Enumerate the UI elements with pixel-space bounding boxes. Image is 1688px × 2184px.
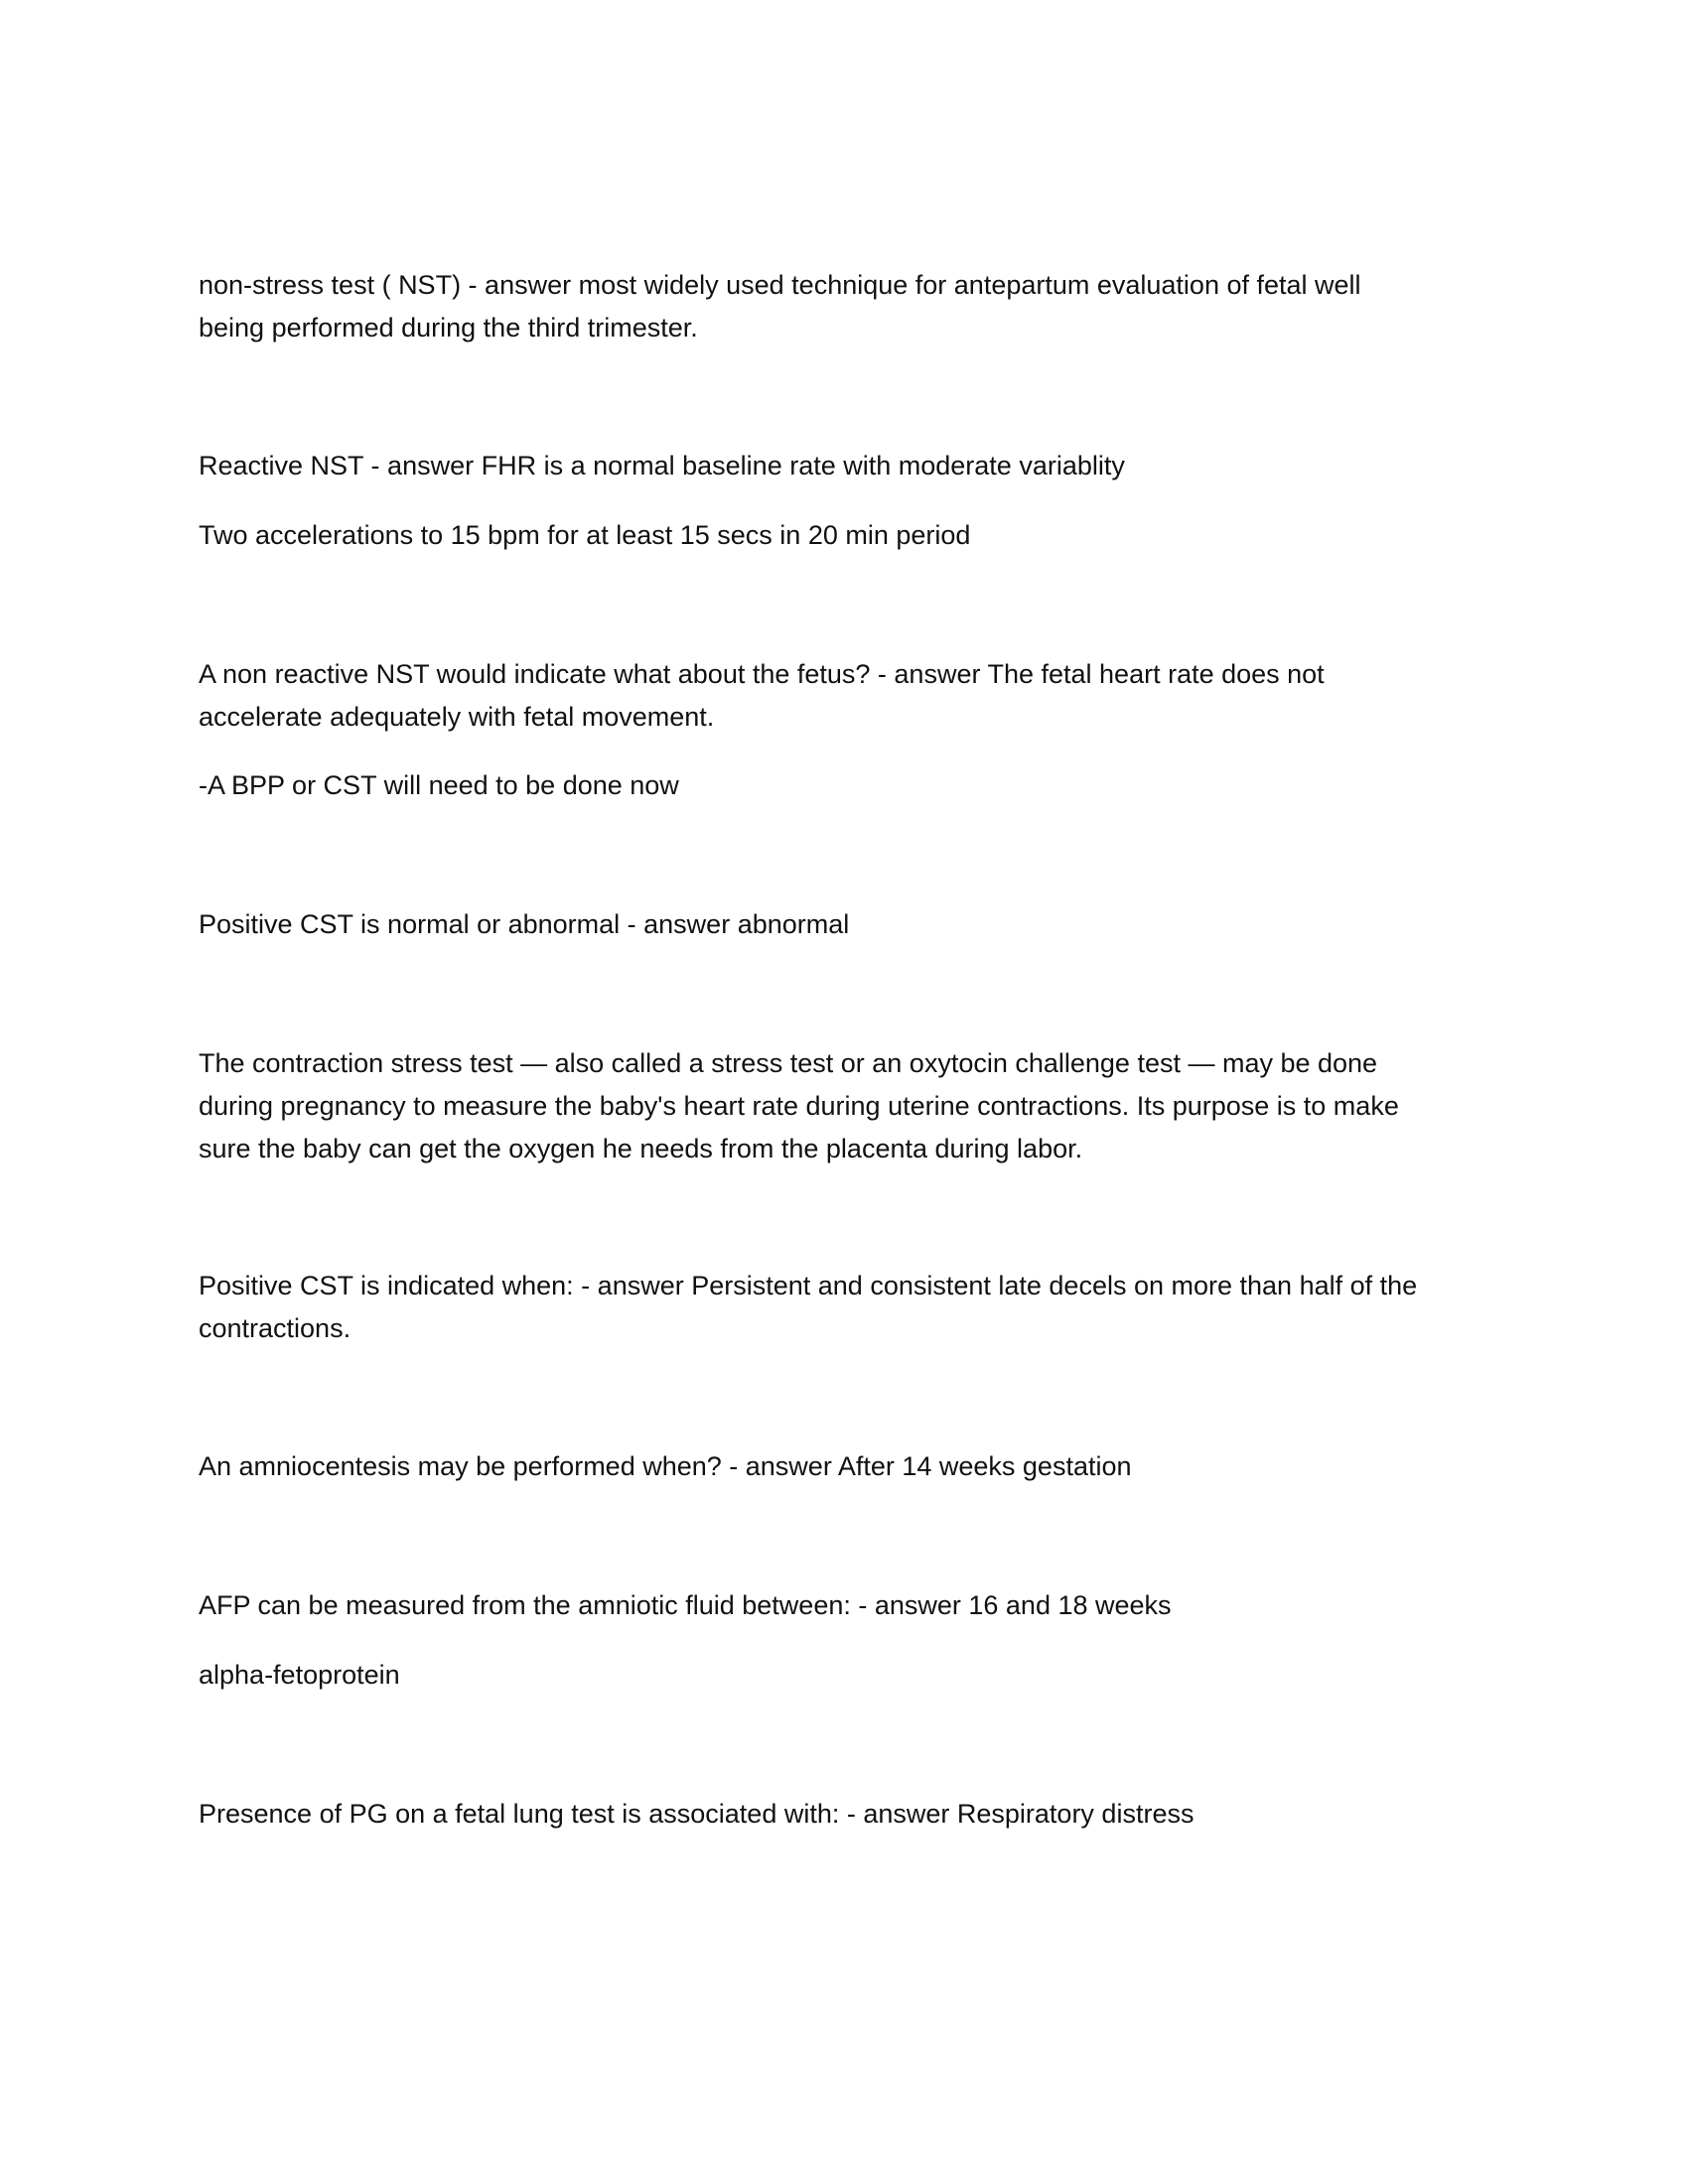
paragraph-positive-cst-normal — [199, 903, 1489, 946]
paragraph-amniocentesis — [199, 1445, 1489, 1488]
text-line: Presence of PG on a fetal lung test is associated with: - answer Respiratory distress — [199, 1799, 1195, 1829]
paragraph-reactive-nst — [199, 445, 1489, 487]
text-line: Reactive NST - answer FHR is a normal baseline rate with moderate variablity — [199, 451, 1125, 480]
text-line: accelerate adequately with fetal movement. — [199, 702, 715, 732]
text-line: alpha-fetoprotein — [199, 1660, 400, 1690]
text-line: non-stress test ( NST) - answer most widely used technique for antepartum evaluation of fetal well — [199, 270, 1361, 300]
paragraph-positive-cst-indicated — [199, 1265, 1489, 1350]
paragraph-alpha-fetoprotein — [199, 1654, 1489, 1697]
paragraph-afp-measured — [199, 1584, 1489, 1627]
text-line: sure the baby can get the oxygen he needs from the placenta during labor. — [199, 1134, 1083, 1163]
paragraph-nst-definition — [199, 264, 1489, 349]
paragraph-non-reactive-nst — [199, 653, 1489, 739]
text-line: AFP can be measured from the amniotic fluid between: - answer 16 and 18 weeks — [199, 1590, 1172, 1620]
paragraph-bpp-cst — [199, 764, 1489, 807]
paragraph-pg-fetal-lung — [199, 1793, 1489, 1836]
text-line: being performed during the third trimester. — [199, 313, 698, 342]
text-line: Two accelerations to 15 bpm for at least 15 secs in 20 min period — [199, 520, 971, 550]
text-line: A non reactive NST would indicate what about the fetus? - answer The fetal heart rate does not — [199, 659, 1325, 689]
text-line: Positive CST is indicated when: - answer Persistent and consistent late decels on more than half of the — [199, 1271, 1418, 1300]
text-line: during pregnancy to measure the baby's heart rate during uterine contractions. Its purpose is to make — [199, 1091, 1399, 1121]
paragraph-contraction-stress-test — [199, 1042, 1489, 1170]
text-line: The contraction stress test — also called a stress test or an oxytocin challenge test — may be done — [199, 1048, 1378, 1078]
text-line: An amniocentesis may be performed when? - answer After 14 weeks gestation — [199, 1451, 1132, 1481]
text-line: contractions. — [199, 1313, 352, 1343]
text-line: Positive CST is normal or abnormal - answer abnormal — [199, 909, 850, 939]
text-line: -A BPP or CST will need to be done now — [199, 770, 679, 800]
paragraph-two-accelerations — [199, 514, 1489, 557]
